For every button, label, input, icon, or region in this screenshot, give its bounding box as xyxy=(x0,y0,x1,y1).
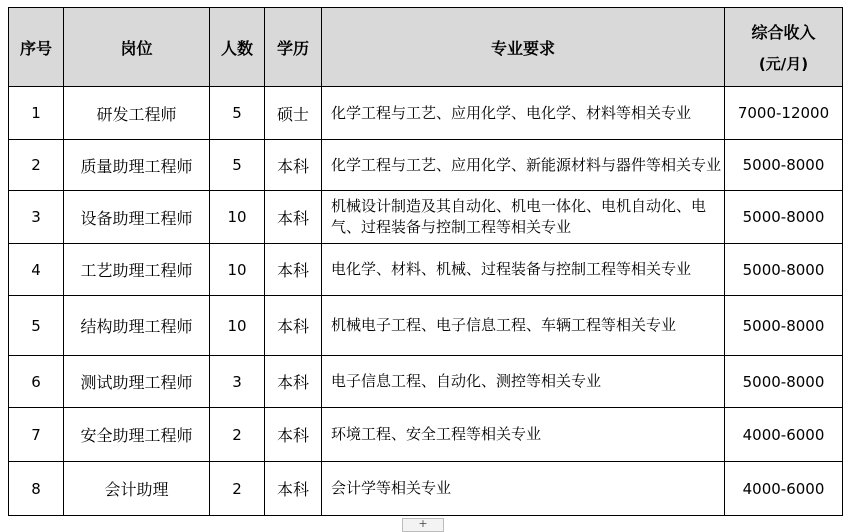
cell-salary: 5000-8000 xyxy=(725,356,843,408)
cell-seq: 1 xyxy=(9,87,64,140)
cell-salary: 4000-6000 xyxy=(725,462,843,516)
cell-salary: 5000-8000 xyxy=(725,140,843,191)
cell-position: 研发工程师 xyxy=(64,87,210,140)
cell-seq: 6 xyxy=(9,356,64,408)
cell-salary: 5000-8000 xyxy=(725,191,843,244)
cell-position: 设备助理工程师 xyxy=(64,191,210,244)
cell-count: 10 xyxy=(210,296,265,356)
cell-count: 5 xyxy=(210,140,265,191)
cell-education: 本科 xyxy=(265,140,322,191)
cell-count: 10 xyxy=(210,244,265,296)
cell-education: 本科 xyxy=(265,462,322,516)
cell-major: 化学工程与工艺、应用化学、新能源材料与器件等相关专业 xyxy=(322,140,725,191)
header-education: 学历 xyxy=(265,8,322,87)
cell-position: 质量助理工程师 xyxy=(64,140,210,191)
table-row xyxy=(9,408,843,462)
cell-salary: 5000-8000 xyxy=(725,296,843,356)
table-row xyxy=(9,87,843,140)
cell-count: 2 xyxy=(210,462,265,516)
header-position: 岗位 xyxy=(64,8,210,87)
table-row xyxy=(9,462,843,516)
header-major: 专业要求 xyxy=(322,8,725,87)
cell-position: 结构助理工程师 xyxy=(64,296,210,356)
cell-major: 电子信息工程、自动化、测控等相关专业 xyxy=(322,356,725,408)
cell-major: 电化学、材料、机械、过程装备与控制工程等相关专业 xyxy=(322,244,725,296)
cell-position: 测试助理工程师 xyxy=(64,356,210,408)
cell-position: 工艺助理工程师 xyxy=(64,244,210,296)
cell-major: 环境工程、安全工程等相关专业 xyxy=(322,408,725,462)
header-salary-label: 综合收入 xyxy=(751,23,816,42)
cell-major: 会计学等相关专业 xyxy=(322,462,725,516)
recruitment-table-container xyxy=(8,7,842,516)
cell-salary: 5000-8000 xyxy=(725,244,843,296)
header-count: 人数 xyxy=(210,8,265,87)
table-row xyxy=(9,191,843,244)
cell-seq: 4 xyxy=(9,244,64,296)
recruitment-table xyxy=(8,7,843,516)
cell-seq: 2 xyxy=(9,140,64,191)
cell-count: 2 xyxy=(210,408,265,462)
table-row xyxy=(9,356,843,408)
cell-count: 3 xyxy=(210,356,265,408)
cell-seq: 7 xyxy=(9,408,64,462)
cell-major: 机械电子工程、电子信息工程、车辆工程等相关专业 xyxy=(322,296,725,356)
cell-position: 安全助理工程师 xyxy=(64,408,210,462)
add-row-button[interactable]: + xyxy=(402,518,444,532)
header-salary xyxy=(725,8,843,87)
header-seq: 序号 xyxy=(9,8,64,87)
cell-position: 会计助理 xyxy=(64,462,210,516)
cell-salary: 7000-12000 xyxy=(725,87,843,140)
table-row xyxy=(9,296,843,356)
cell-education: 本科 xyxy=(265,356,322,408)
cell-education: 硕士 xyxy=(265,87,322,140)
cell-count: 10 xyxy=(210,191,265,244)
cell-education: 本科 xyxy=(265,191,322,244)
cell-count: 5 xyxy=(210,87,265,140)
table-row xyxy=(9,244,843,296)
header-salary-unit: (元/月) xyxy=(758,55,809,73)
cell-education: 本科 xyxy=(265,296,322,356)
cell-salary: 4000-6000 xyxy=(725,408,843,462)
cell-major: 机械设计制造及其自动化、机电一体化、电机自动化、电气、过程装备与控制工程等相关专业 xyxy=(322,191,725,244)
cell-education: 本科 xyxy=(265,408,322,462)
cell-seq: 8 xyxy=(9,462,64,516)
cell-seq: 5 xyxy=(9,296,64,356)
cell-seq: 3 xyxy=(9,191,64,244)
cell-major: 化学工程与工艺、应用化学、电化学、材料等相关专业 xyxy=(322,87,725,140)
table-row xyxy=(9,140,843,191)
cell-education: 本科 xyxy=(265,244,322,296)
header-row xyxy=(9,8,843,87)
